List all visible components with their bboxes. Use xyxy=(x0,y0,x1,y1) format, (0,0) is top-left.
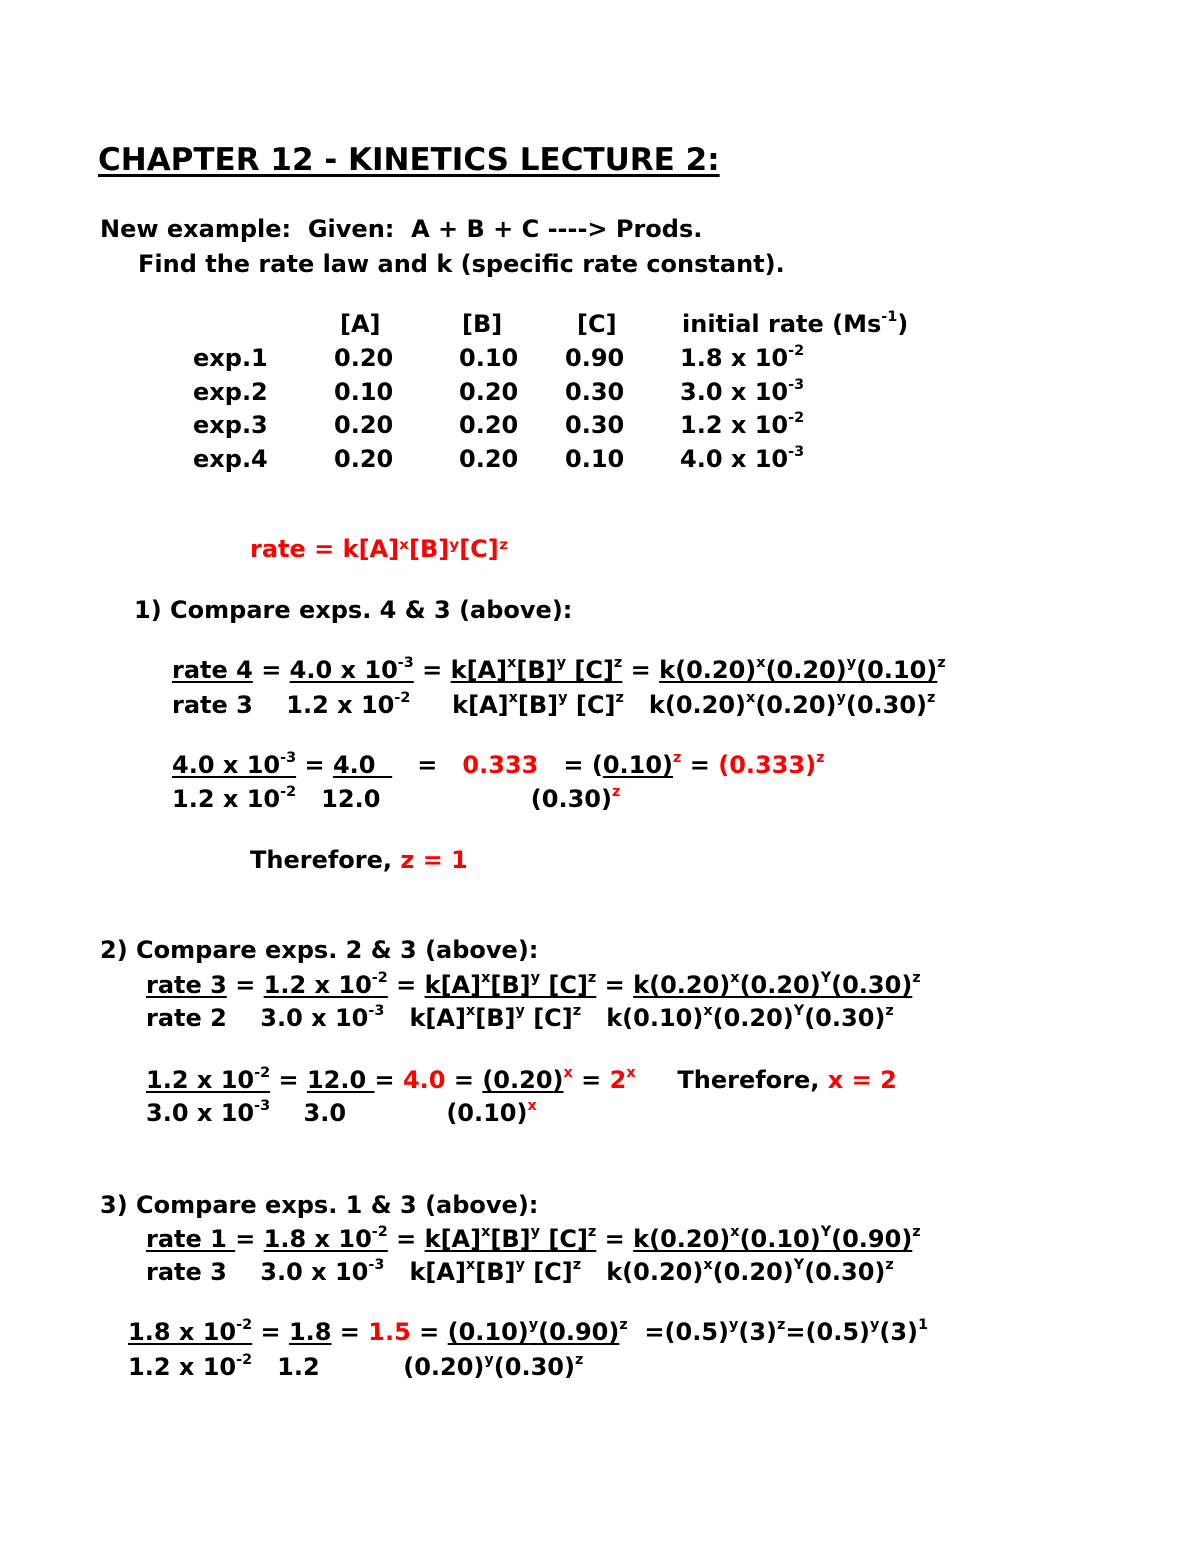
step-2-equation-denominator: rate 2 3.0 x $10^{-3}$ $k[A]^x[B]^y$ $[C]^z$ $k(0.10)^x(0.20)^Y(0.30)^z$ xyxy=(146,1003,894,1032)
step-3-equation-denominator: rate 3 3.0 x $10^{-3}$ $k[A]^x[B]^y$ $[C]^z$ $k(0.20)^x(0.20)^Y(0.30)^z$ xyxy=(146,1257,894,1286)
step-2-equation-numerator: rate 3 = 1.2 x $10^{-2} = k[A]^x[B]^y$ $[C]^z = k(0.20)^x(0.20)^Y(0.30)^z$ xyxy=(146,970,921,999)
table-cell-rate: 1.8 x $10^{-2}$ xyxy=(680,343,805,372)
table-cell-c: 0.30 xyxy=(565,378,625,406)
table-cell-a: 0.10 xyxy=(334,378,394,406)
table-cell-b: 0.20 xyxy=(459,411,519,439)
table-cell-c: 0.30 xyxy=(565,411,625,439)
table-row-label: exp.3 xyxy=(193,411,268,439)
intro-line-1: New example: Given: A + B + C ----> Prods. xyxy=(100,215,703,243)
table-cell-a: 0.20 xyxy=(334,445,394,473)
table-row-label: exp.1 xyxy=(193,344,268,372)
intro-line-2: Find the rate law and k (specific rate constant). xyxy=(138,250,785,278)
step-2-ratio-numerator: 1.2 x $10^{-2} = 12.0 = 4.0 = (0.20)^x = 2^x$ Therefore, x = 2 xyxy=(146,1065,897,1094)
step-1-ratio-numerator: 4.0 x $10^{-3} = 4.0$ = $0.333 = (0.10)^z = (0.333)^z$ xyxy=(172,750,825,779)
table-cell-b: 0.20 xyxy=(459,445,519,473)
page-title: CHAPTER 12 - KINETICS LECTURE 2: xyxy=(98,142,720,178)
header-b: [B] xyxy=(462,310,503,338)
table-row-label: exp.4 xyxy=(193,445,268,473)
step-2-conclusion: Therefore, x = 2 xyxy=(677,1066,897,1094)
step-3-equation-numerator: rate 1 = 1.8 x $10^{-2} = k[A]^x[B]^y$ $[C]^z = k(0.20)^x(0.10)^Y(0.90)^z$ xyxy=(146,1224,921,1253)
step-3-ratio-denominator: 1.2 x $10^{-2}$ 1.2 $(0.20)^y(0.30)^z$ xyxy=(128,1352,584,1381)
step-1-equation-denominator: rate 3 1.2 x $10^{-2}$ $k[A]^x[B]^y$ $[C]^z$ $k(0.20)^x(0.20)^y(0.30)^z$ xyxy=(172,690,936,719)
table-cell-rate: 3.0 x $10^{-3}$ xyxy=(680,377,805,406)
step-3-heading: 3) Compare exps. 1 & 3 (above): xyxy=(100,1191,539,1219)
step-1-equation-numerator: rate 4 = 4.0 x $10^{-3} = k[A]^x[B]^y$ $[C]^z = k(0.20)^x(0.20)^y(0.10)^z$ xyxy=(172,655,946,684)
step-2-ratio-value: 4.0 xyxy=(402,1066,446,1094)
header-c: [C] xyxy=(577,310,617,338)
step-1-ratio-value: 0.333 xyxy=(462,751,539,779)
step-2-ratio-denominator: 3.0 x $10^{-3}$ 3.0 $(0.10)^x$ xyxy=(146,1098,537,1127)
table-cell-rate: 4.0 x $10^{-3}$ xyxy=(680,444,805,473)
header-rate: initial rate $(Ms^{-1})$ xyxy=(682,309,909,338)
step-2-heading: 2) Compare exps. 2 & 3 (above): xyxy=(100,936,539,964)
step-1-conclusion: Therefore, z = 1 xyxy=(250,846,468,874)
step-3-ratio-numerator: 1.8 x $10^{-2} = 1.8 = 1.5 = (0.10)^y(0.90)^z =(0.5)^y(3)^z=(0.5)^y(3)^1$ xyxy=(128,1317,929,1346)
step-3-ratio-value: 1.5 xyxy=(368,1318,411,1346)
table-cell-a: 0.20 xyxy=(334,411,394,439)
rate-law-expression: rate = k[A]ˣ[B]ʸ[C]ᶻ xyxy=(250,535,509,563)
table-cell-b: 0.10 xyxy=(459,344,519,372)
step-1-ratio-denominator: 1.2 x $10^{-2}$ 12.0 $(0.30)^z$ xyxy=(172,784,621,813)
table-row-label: exp.2 xyxy=(193,378,268,406)
step-1-heading: 1) Compare exps. 4 & 3 (above): xyxy=(134,596,573,624)
table-cell-a: 0.20 xyxy=(334,344,394,372)
table-cell-c: 0.90 xyxy=(565,344,625,372)
table-cell-rate: 1.2 x $10^{-2}$ xyxy=(680,410,805,439)
header-a: [A] xyxy=(340,310,381,338)
table-cell-c: 0.10 xyxy=(565,445,625,473)
table-cell-b: 0.20 xyxy=(459,378,519,406)
